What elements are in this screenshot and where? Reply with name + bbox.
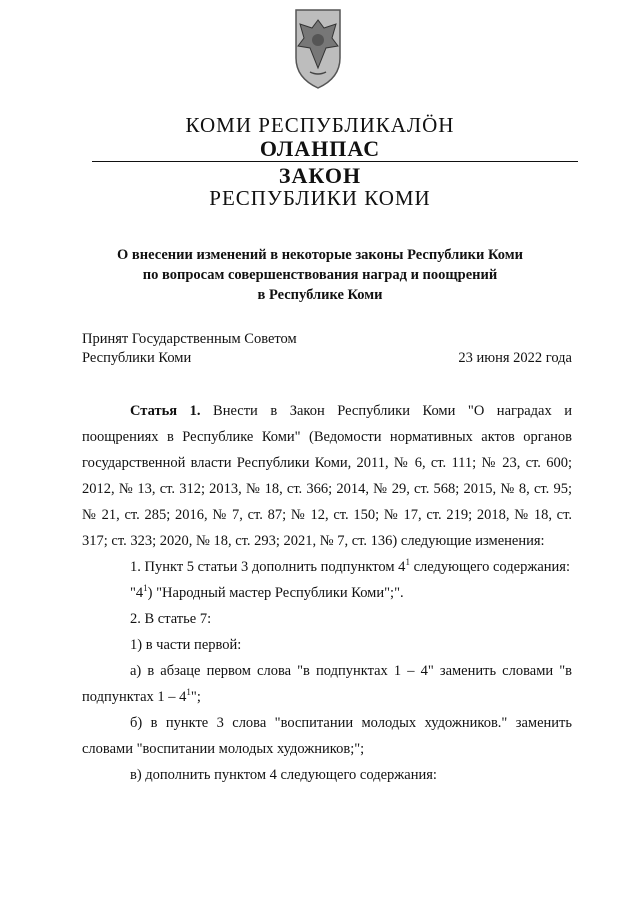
header-republic-komi: РЕСПУБЛИКИ КОМИ (209, 186, 431, 210)
article-1-paragraph (82, 398, 572, 554)
quote-sup: 1 (143, 583, 148, 594)
header-olanpas: ОЛАНПАС (259, 136, 381, 161)
item-1-paragraph (82, 554, 572, 580)
quote-text-end: ) "Народный мастер Республики Коми";". (147, 585, 404, 601)
article-label: Статья 1. (130, 403, 201, 419)
law-title (0, 245, 640, 305)
law-title-line: О внесении изменений в некоторые законы Республики Коми (117, 247, 523, 263)
subitem-a-text-end: "; (190, 689, 201, 705)
subitem-c-paragraph: в) дополнить пунктом 4 следующего содержания: (130, 767, 437, 783)
header-law: ЗАКОН (278, 163, 362, 188)
subitem-b-paragraph: б) в пункте 3 слова "воспитании молодых художников." заменить словами "воспитании молодых художников;"; (82, 715, 572, 757)
law-title-line: в Республике Коми (257, 287, 383, 303)
header-komi-republic: КОМИ РЕСПУБЛИКАЛÖН (185, 113, 455, 137)
subitem-a-paragraph (82, 658, 572, 710)
adopted-by-line: Принят Государственным Советом (82, 331, 297, 347)
subitem-a-sup: 1 (186, 687, 191, 698)
adopted-by (82, 330, 297, 368)
subitem-a-text: а) в абзаце первом слова "в подпунктах 1 – 4" заменить словами "в подпунктах 1 – 4 (82, 663, 572, 705)
adopted-by-line: Республики Коми (82, 350, 192, 366)
item-1-sup: 1 (405, 557, 410, 568)
coat-of-arms-emblem (290, 6, 346, 90)
adoption-date: 23 июня 2022 года (458, 350, 572, 366)
item-1-text-end: следующего содержания: (409, 559, 571, 575)
item-1-quote (82, 580, 572, 606)
header-divider (92, 161, 578, 162)
quote-text: "4 (130, 585, 144, 601)
article-text: Внести в Закон Республики Коми "О наградах и поощрениях в Республике Коми" (Ведомости нормативных актов органов государственной власти Республики Коми, 2011, № 6, ст. 111; № 23, ст. 600; 2012, № 13, ст. 312; 2013, № 18, ст. 366; 2014, № 29, ст. 568; 2015, № 8, ст. 95; № 21, ст. 285; 2016, № 7, ст. 87; № 12, ст. 150; № 17, ст. 219; 2018, № 18, ст. 317; ст. 323; 2020, № 18, ст. 293; 2021, № 7, ст. 136) следующие изменения: (82, 403, 572, 549)
item-1-text: 1. Пункт 5 статьи 3 дополнить подпунктом 4 (130, 559, 406, 575)
subitem-1-paragraph: 1) в части первой: (130, 637, 242, 653)
law-title-line: по вопросам совершенствования наград и поощрений (142, 267, 498, 283)
law-body (82, 398, 572, 788)
item-2-paragraph: 2. В статье 7: (130, 611, 212, 627)
